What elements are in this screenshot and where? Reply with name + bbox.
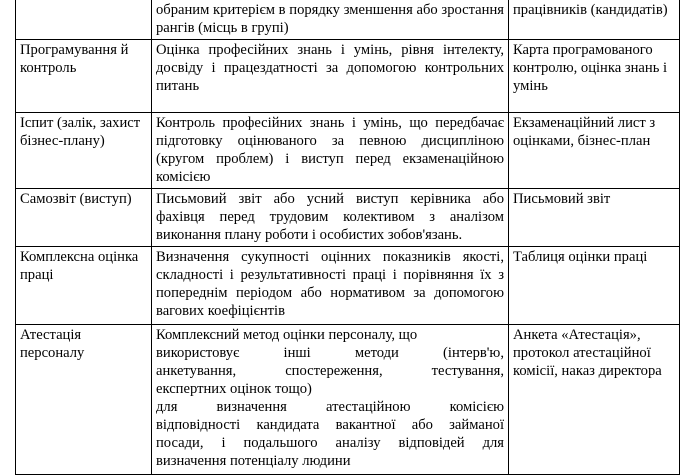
document-cell: Екзаменаційний лист з оцінками, бізнес-план <box>509 113 680 189</box>
description-line: експертних оцінок тощо) <box>156 381 312 397</box>
description-cell: Контроль професійних знань і умінь, що передбачає підготовку оцінюваного за певною дисципліною (кругом проблем) і виступ перед екзаменаційною комісією <box>152 113 509 189</box>
document-cell: працівників (кандидатів) <box>509 0 680 40</box>
table-row <box>16 113 680 189</box>
document-cell: Карта програмованого контролю, оцінка знань і умінь <box>509 40 680 113</box>
method-cell: Самозвіт (виступ) <box>16 189 152 247</box>
description-line: відповідності кандидата вакантної або займаної <box>156 417 504 433</box>
table-row <box>16 0 680 40</box>
description-line: посади, і подальшого аналізу відповідей для <box>156 435 504 451</box>
document-cell: Таблиця оцінки праці <box>509 247 680 325</box>
table-row <box>16 40 680 113</box>
description-cell: Оцінка професійних знань і умінь, рівня інтелекту, досвіду і працездатності за допомогою контрольних питань <box>152 40 509 113</box>
description-line: визначення потенціалу людини <box>156 453 351 469</box>
table-row <box>16 325 680 475</box>
document-cell: Письмовий звіт <box>509 189 680 247</box>
description-cell: обраним критерієм в порядку зменшення або зростання рангів (місць в групі) <box>152 0 509 40</box>
method-cell: Атестація персоналу <box>16 325 152 475</box>
description-cell: Письмовий звіт або усний виступ керівника або фахівця перед трудовим колективом з аналізом виконання плану роботи і особистих зобов'язань. <box>152 189 509 247</box>
table-row <box>16 247 680 325</box>
description-line: Комплексний метод оцінки персоналу, що <box>156 327 418 343</box>
description-cell <box>152 325 509 475</box>
description-line: для визначення атестаційною комісією <box>156 399 504 415</box>
method-cell: Комплексна оцінка праці <box>16 247 152 325</box>
method-cell: Іспит (залік, захист бізнес-плану) <box>16 113 152 189</box>
personnel-assessment-methods-table <box>15 0 680 475</box>
method-cell: Програмування й контроль <box>16 40 152 113</box>
method-cell <box>16 0 152 40</box>
description-line: анкетування, спостереження, тестування, <box>156 363 504 379</box>
document-cell: Анкета «Атестація», протокол атестаційної комісії, наказ директора <box>509 325 680 475</box>
description-line: використовує інші методи (інтерв'ю, <box>156 345 504 361</box>
description-cell: Визначення сукупності оцінних показників якості, складності і результативності праці і порівняння їх з попереднім періодом або нормативом за допомогою вагових коефіцієнтів <box>152 247 509 325</box>
table-row <box>16 189 680 247</box>
